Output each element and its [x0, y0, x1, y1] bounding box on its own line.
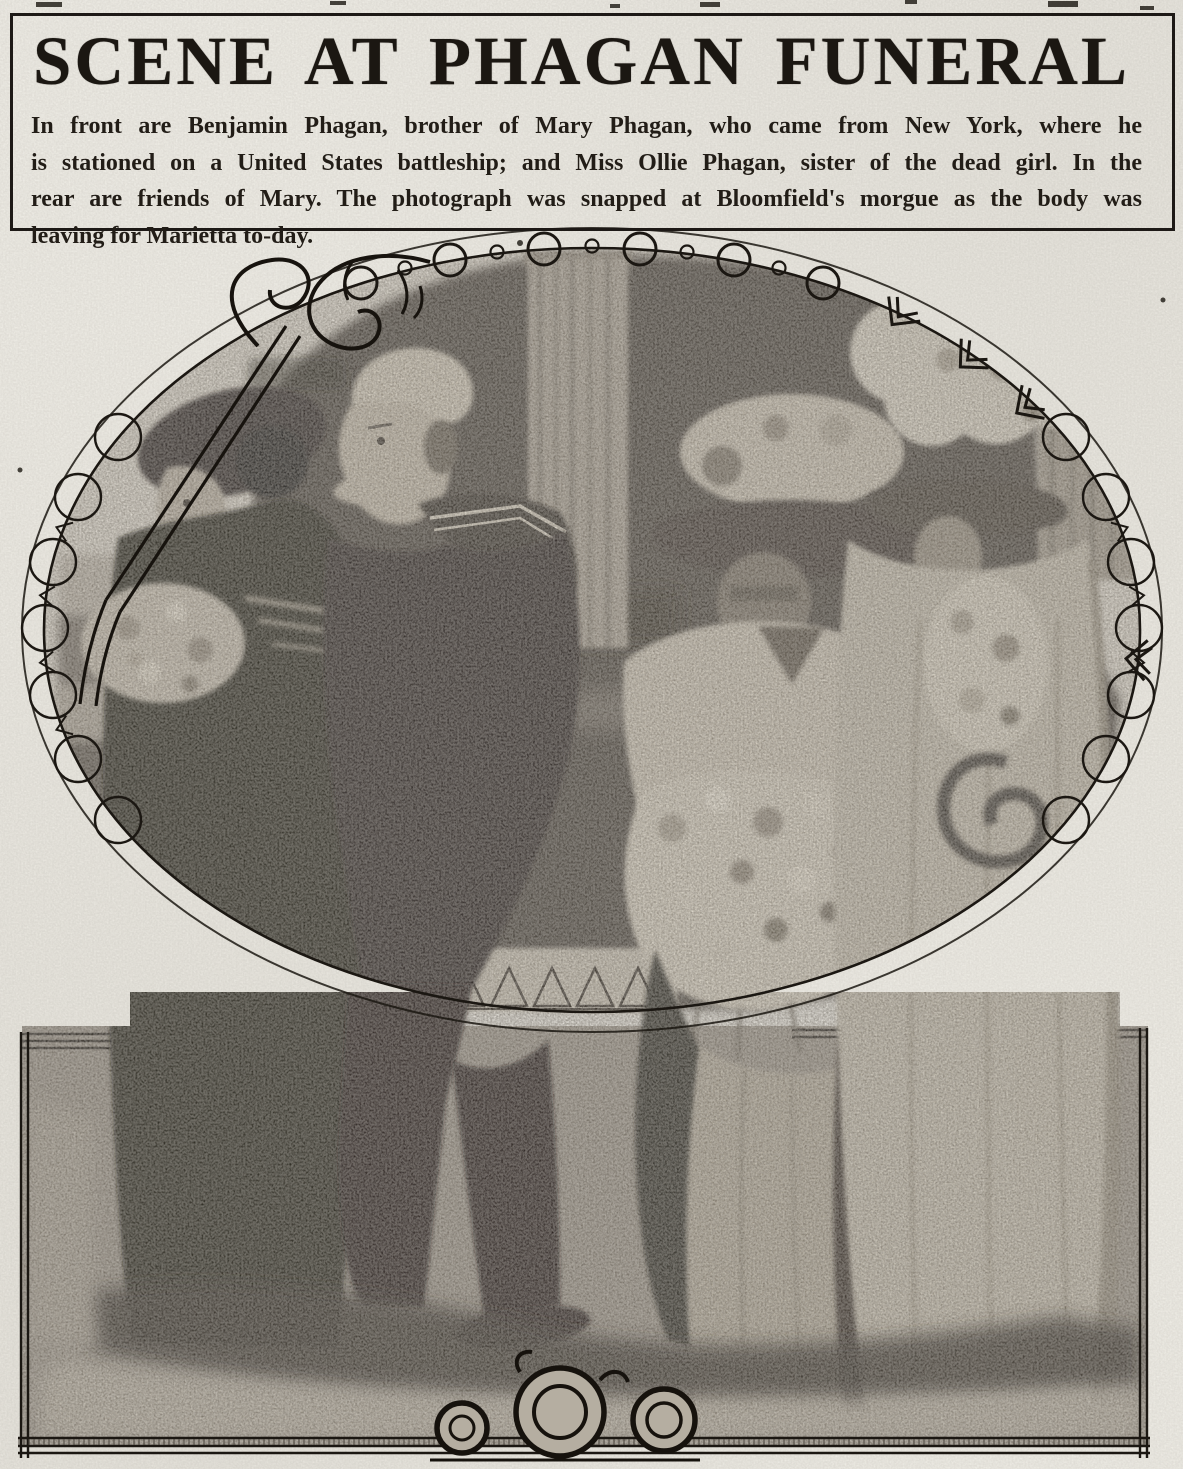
- photo-scene: [0, 233, 1183, 1469]
- caption-line: In front are Benjamin Phagan, brother of Mary Phagan, who came from New York, where he: [31, 113, 1142, 140]
- caption-line: rear are friends of Mary. The photograph was snapped at Bloomfield's morgue as the body was: [31, 186, 1142, 213]
- caption-line: is stationed on a United States battleship; and Miss Ollie Phagan, sister of the dead girl. In the: [31, 149, 1142, 176]
- halftone-grain-light: [0, 233, 1183, 1469]
- photo-caption: [31, 108, 1142, 254]
- caption-line: leaving for Marietta to-day.: [31, 222, 314, 249]
- headline-box: [10, 13, 1175, 249]
- headline: SCENE AT PHAGAN FUNERAL: [33, 23, 1130, 99]
